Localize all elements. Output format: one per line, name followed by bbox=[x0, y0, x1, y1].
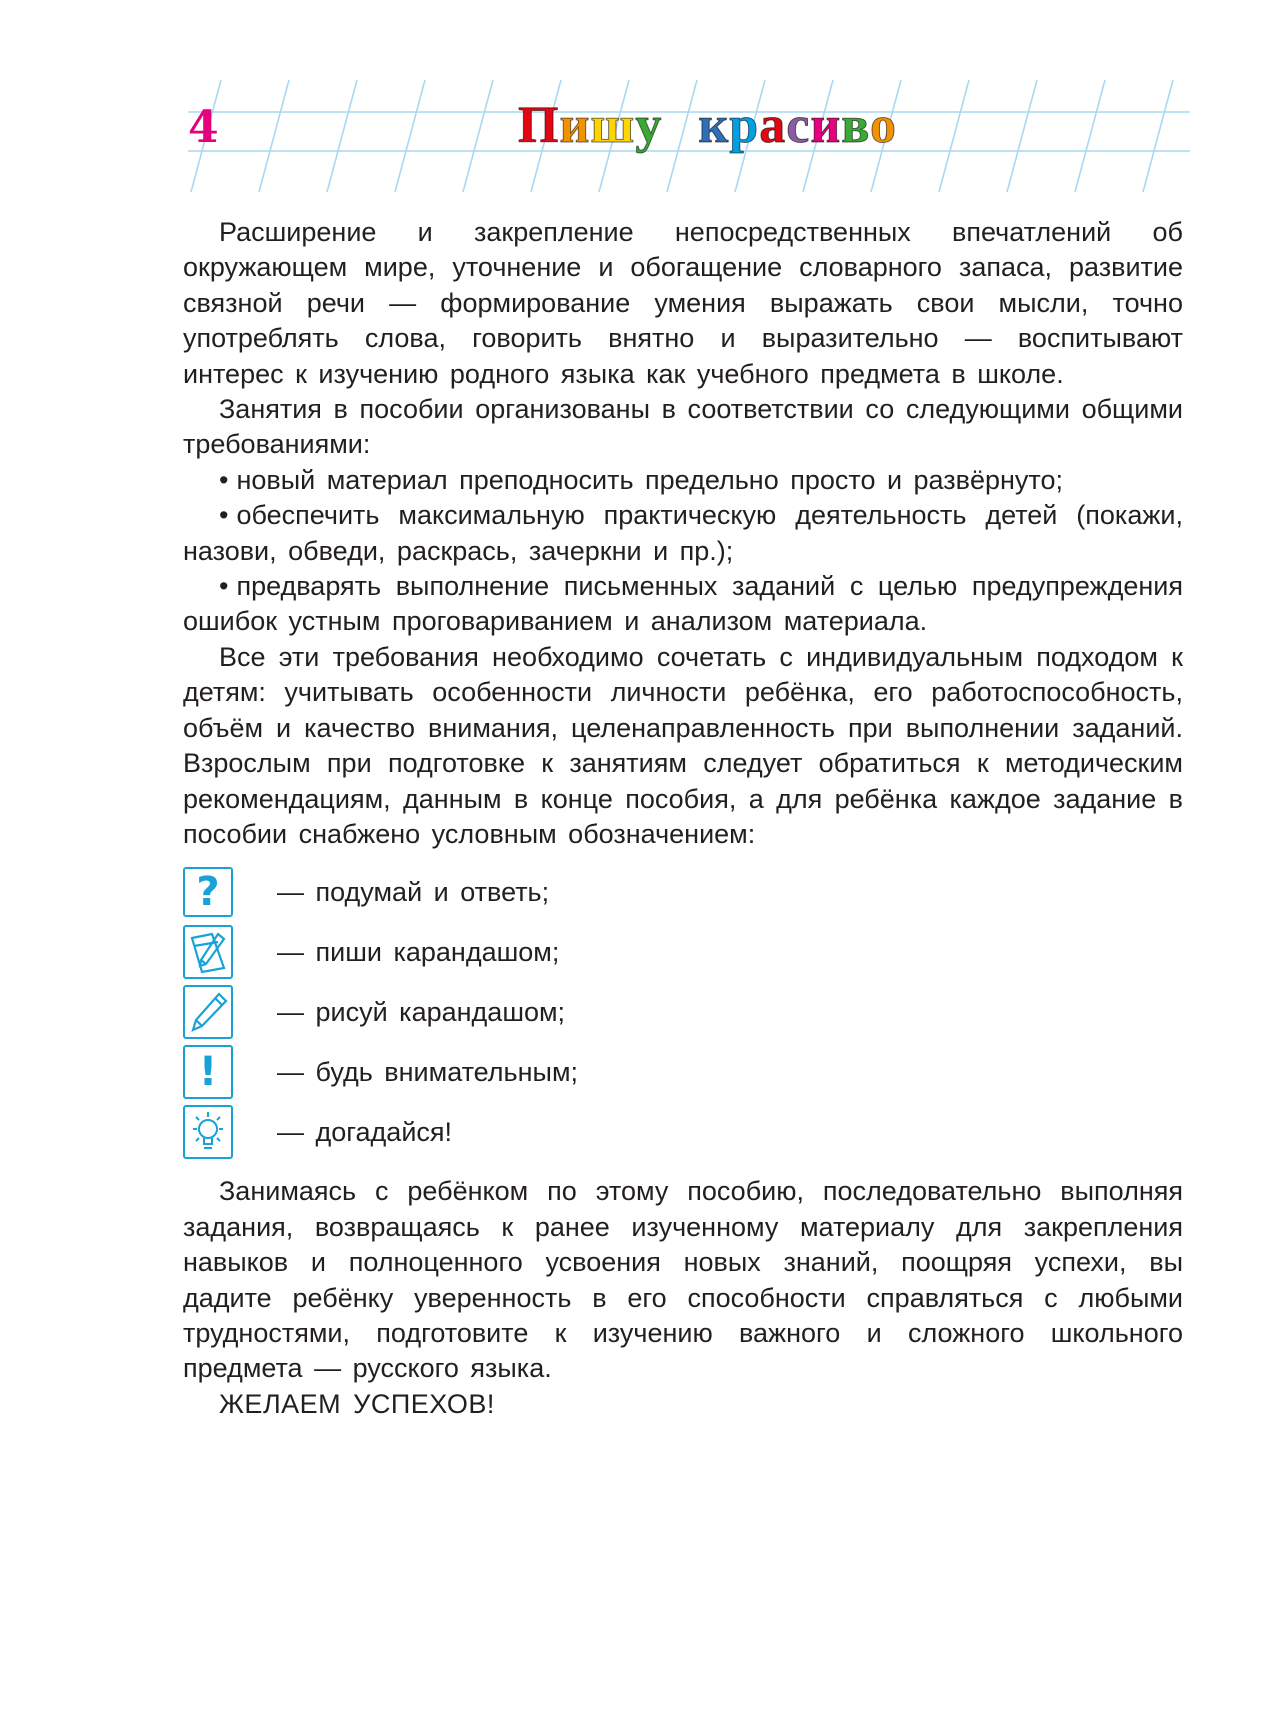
title-letter: и bbox=[559, 97, 591, 154]
page-number: 4 bbox=[188, 102, 219, 153]
legend-text: — рисуй карандашом; bbox=[277, 996, 566, 1027]
guide-slant-line bbox=[463, 80, 493, 192]
title-letter: и bbox=[810, 97, 842, 154]
page-header bbox=[0, 0, 1270, 210]
title-letter: П bbox=[518, 97, 560, 154]
title-letter: с bbox=[786, 97, 811, 154]
legend-text: — подумай и ответь; bbox=[277, 876, 550, 907]
legend-item bbox=[183, 862, 1183, 922]
guide-slant-line bbox=[259, 80, 289, 192]
legend-text: — будь внимательным; bbox=[277, 1056, 579, 1087]
bullet-dot: • bbox=[219, 500, 229, 531]
title-letter: у bbox=[635, 97, 663, 154]
guide-slant-line bbox=[1075, 80, 1105, 192]
draw-pencil-icon bbox=[183, 985, 233, 1039]
legend-item bbox=[183, 1102, 1183, 1162]
legend-item bbox=[183, 1042, 1183, 1102]
guide-slant-line bbox=[327, 80, 357, 192]
guide-slant-line bbox=[939, 80, 969, 192]
closing-wish: ЖЕЛАЕМ УСПЕХОВ! bbox=[219, 1388, 495, 1419]
bullet-text: предварять выполнение письменных заданий с целью предупреждения ошибок устным проговариванием и анализом материала. bbox=[183, 571, 1183, 637]
paragraph-intro: Расширение и закрепление непосредственных впечатлений об окружающем мире, уточнение и обогащение словарного запаса, развитие связной речи — формирование умения выражать свои мысли, точно употреблять слова, говорить внятно и выразительно — воспитывают интерес к изучению родного языка как учебного предмета в школе. bbox=[183, 217, 1183, 389]
guide-slant-line bbox=[1007, 80, 1037, 192]
guide-slant-line bbox=[1143, 80, 1173, 192]
title-letter: к bbox=[698, 97, 730, 154]
paragraph-requirements: Занятия в пособии организованы в соответствии со следующими общими требованиями: bbox=[183, 394, 1183, 460]
body-text bbox=[183, 215, 1183, 1422]
title-letter: ш bbox=[590, 97, 636, 154]
title-letter: а bbox=[759, 97, 787, 154]
guide-slant-line bbox=[395, 80, 425, 192]
symbol-legend bbox=[183, 862, 1183, 1162]
legend-text: — догадайся! bbox=[277, 1116, 453, 1147]
paragraph-individual-approach: Все эти требования необходимо сочетать с индивидуальным подходом к детям: учитывать особенности личности ребёнка, его работоспособность, объём и качество внимания, целенаправленность при выполнении заданий. Взрослым при подготовке к занятиям следует обратиться к методическим рекомендациям, данным в конце пособия, а для ребёнка каждое задание в пособии снабжено условным обозначением: bbox=[183, 641, 1183, 849]
bullet-dot: • bbox=[219, 571, 229, 602]
legend-text: — пиши карандашом; bbox=[277, 936, 560, 967]
write-pencil-icon bbox=[183, 925, 233, 979]
question-icon: ? bbox=[183, 867, 233, 917]
exclamation-icon: ! bbox=[183, 1045, 233, 1099]
bullet-item bbox=[183, 498, 1183, 569]
title-letter: р bbox=[729, 97, 760, 154]
bullet-text: новый материал преподносить предельно просто и развёрнуто; bbox=[236, 464, 1064, 495]
bullet-text: обеспечить максимальную практическую деятельность детей (покажи, назови, обведи, раскрась, зачеркни и пр.); bbox=[183, 500, 1183, 566]
lightbulb-icon bbox=[183, 1105, 233, 1159]
title-letter: о bbox=[870, 97, 898, 154]
paragraph-conclusion: Занимаясь с ребёнком по этому пособию, последовательно выполняя задания, возвращаясь к ранее изученному материалу для закрепления навыков и полноценного усвоения новых знаний, поощряя успехи, вы дадите ребёнку уверенность в его способности справляться с любыми трудностями, подготовите к изучению важного и сложного школьного предмета — русского языка. bbox=[183, 1176, 1183, 1384]
bullet-item bbox=[183, 463, 1183, 498]
page-title bbox=[518, 97, 898, 154]
legend-item bbox=[183, 982, 1183, 1042]
bullet-item bbox=[183, 569, 1183, 640]
bullet-dot: • bbox=[219, 464, 229, 495]
legend-item bbox=[183, 922, 1183, 982]
title-letter: в bbox=[841, 97, 871, 154]
